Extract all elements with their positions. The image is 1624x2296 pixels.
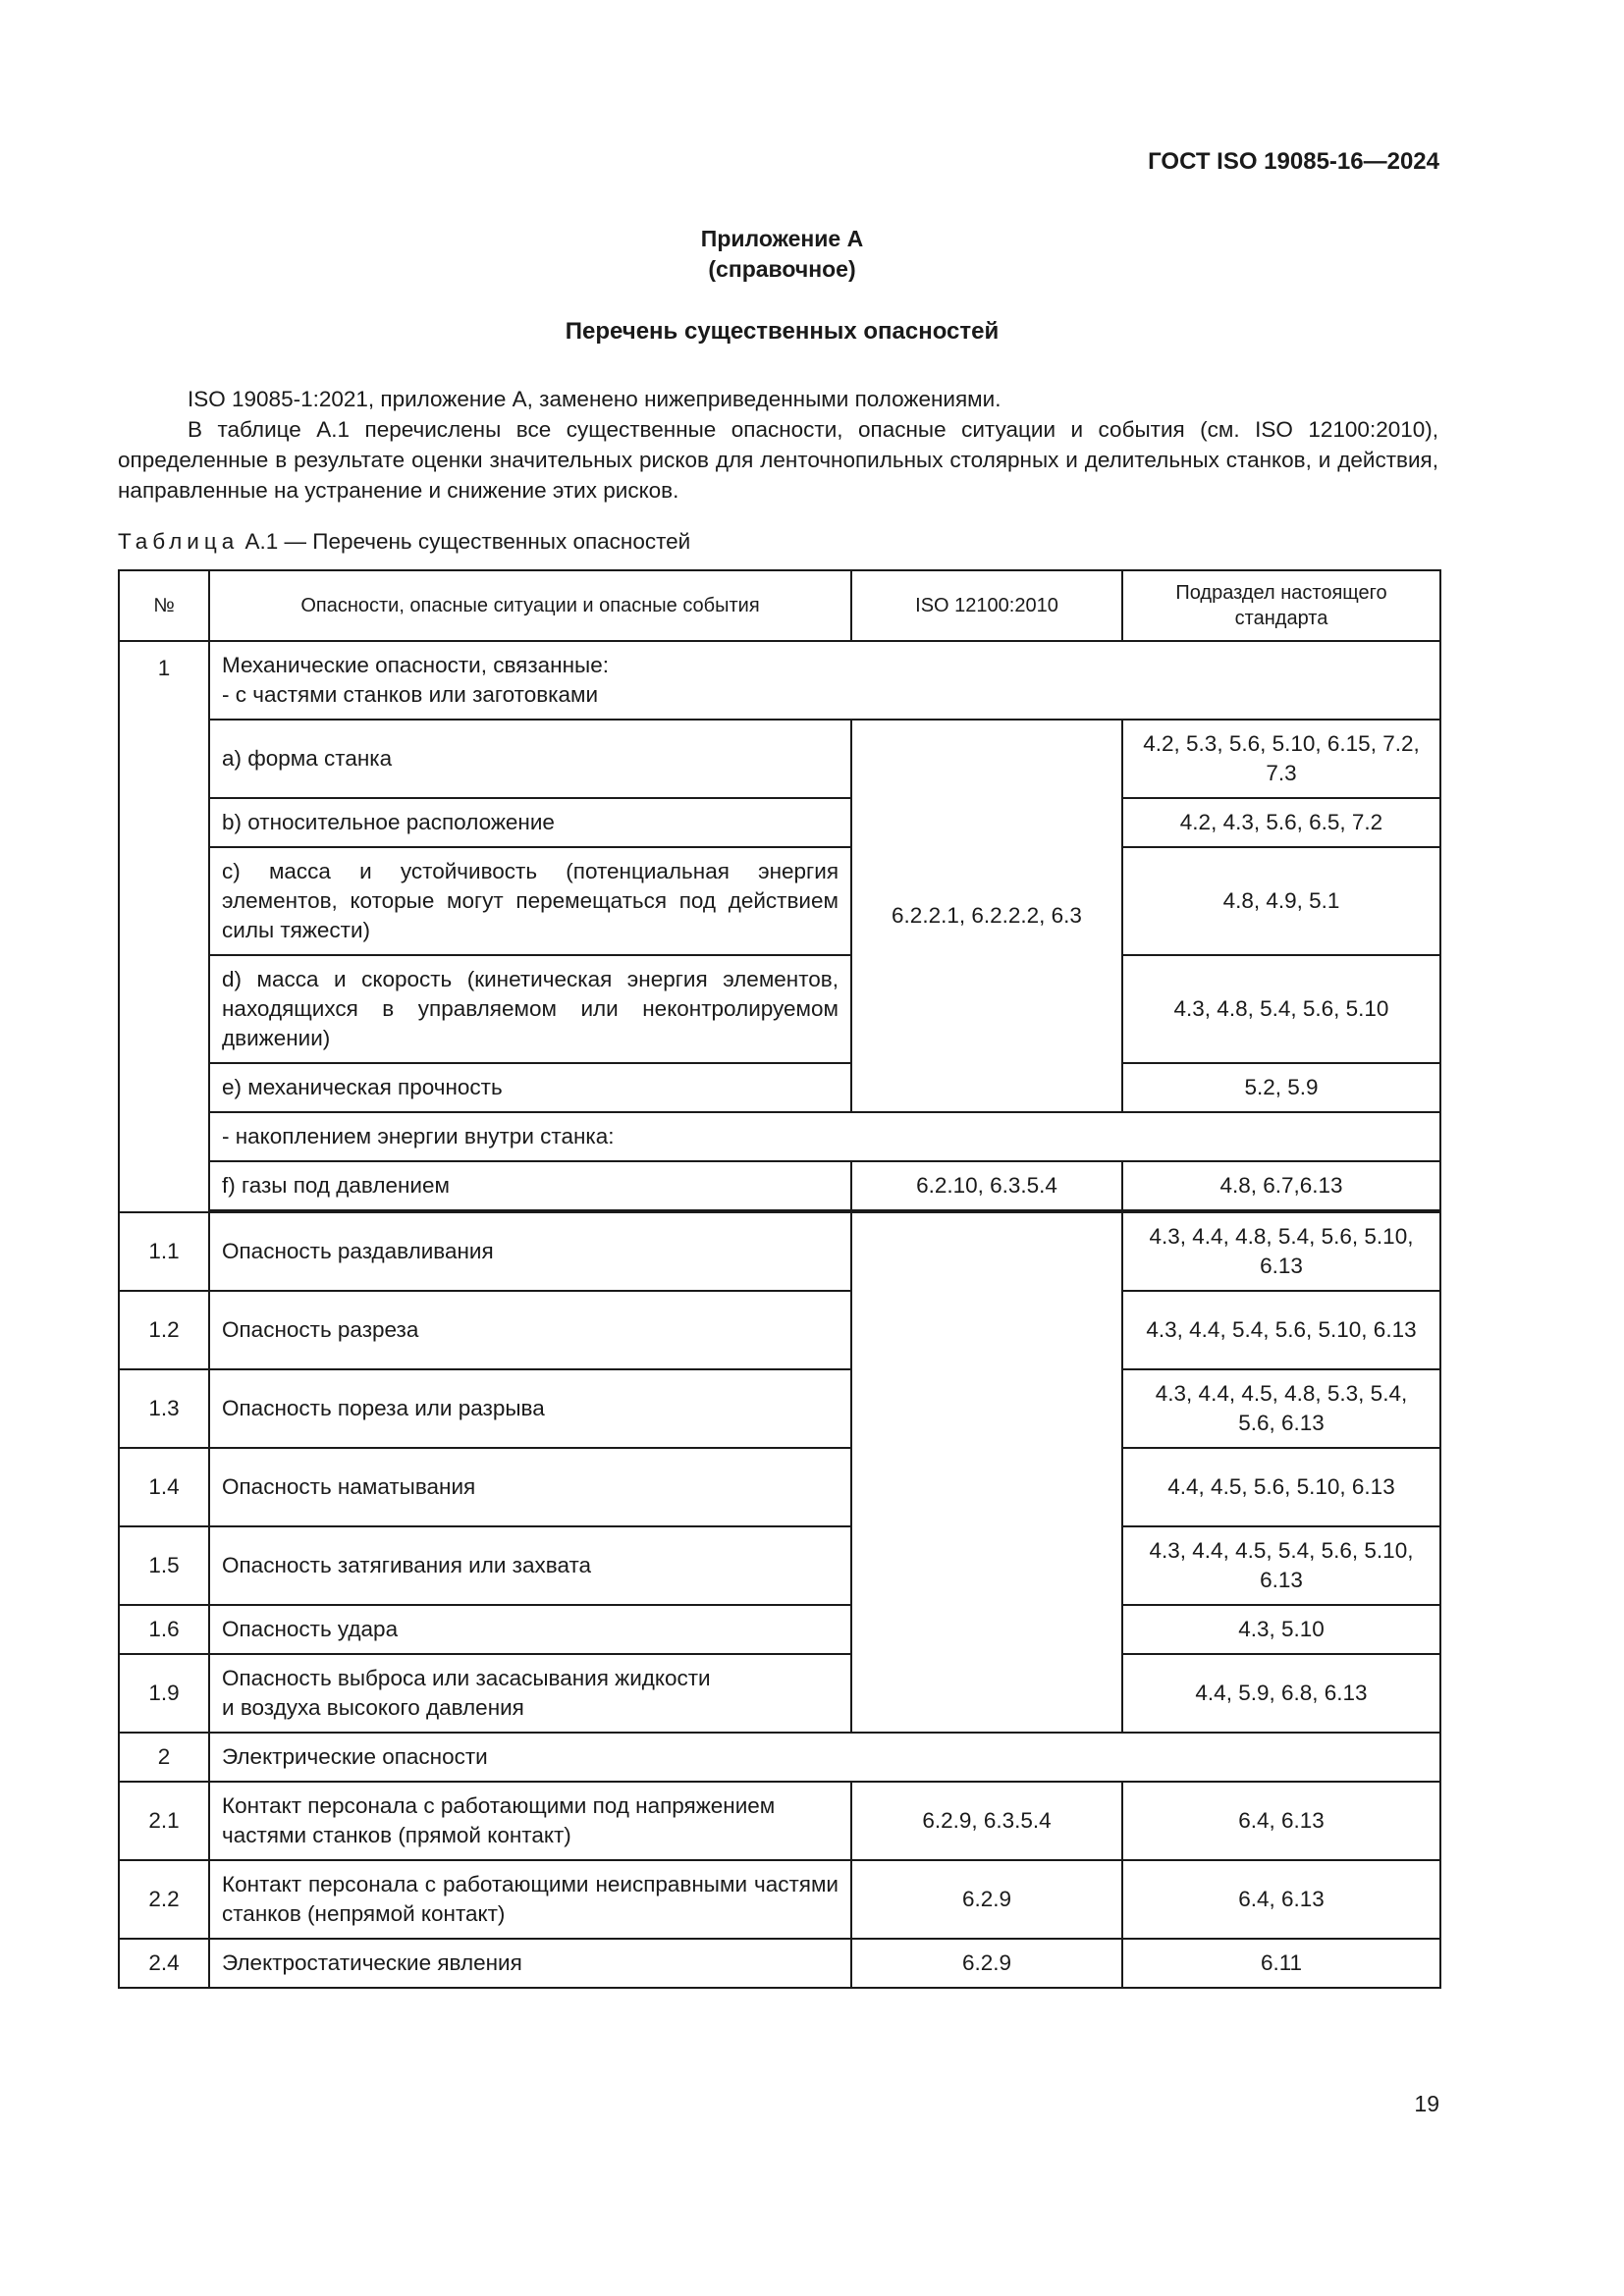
table-row <box>119 798 1440 847</box>
document-code: ГОСТ ISO 19085-16—2024 <box>1148 148 1439 175</box>
header-hazard: Опасности, опасные ситуации и опасные события <box>209 570 851 641</box>
row-number: 1.9 <box>119 1654 209 1733</box>
subclause-cell: 4.3, 5.10 <box>1122 1605 1440 1654</box>
group-title-line-2: - с частями станков или заготовками <box>222 682 599 707</box>
hazard-line-2: и воздуха высокого давления <box>222 1695 524 1720</box>
subclause-cell: 4.3, 4.4, 4.8, 5.4, 5.6, 5.10, 6.13 <box>1122 1212 1440 1291</box>
row-number: 1.3 <box>119 1369 209 1448</box>
row-number: 1.5 <box>119 1526 209 1605</box>
hazard-cell: Опасность пореза или разрыва <box>209 1369 851 1448</box>
hazard-cell: Опасность раздавливания <box>209 1212 851 1291</box>
hazard-cell: f) газы под давлением <box>209 1161 851 1210</box>
intro-text <box>118 384 1438 506</box>
row-number: 1.2 <box>119 1291 209 1369</box>
subclause-cell: 4.3, 4.4, 4.5, 4.8, 5.3, 5.4, 5.6, 6.13 <box>1122 1369 1440 1448</box>
annex-title: Приложение А <box>700 226 864 251</box>
table-row <box>119 955 1440 1063</box>
iso-cell: 6.2.9, 6.3.5.4 <box>851 1782 1122 1860</box>
section-title: Перечень существенных опасностей <box>565 318 1000 345</box>
row-number: 2 <box>119 1733 209 1782</box>
header-iso: ISO 12100:2010 <box>851 570 1122 641</box>
subclause-cell: 6.4, 6.13 <box>1122 1860 1440 1939</box>
subclause-cell: 4.3, 4.8, 5.4, 5.6, 5.10 <box>1122 955 1440 1063</box>
hazard-cell <box>209 1654 851 1733</box>
subclause-cell: 4.8, 6.7,6.13 <box>1122 1161 1440 1210</box>
header-number: № <box>119 570 209 641</box>
table-row <box>119 1448 1440 1526</box>
subclause-cell: 5.2, 5.9 <box>1122 1063 1440 1112</box>
hazard-cell: Контакт персонала с работающими под напряжением частями станков (прямой контакт) <box>209 1782 851 1860</box>
annex-note: (справочное) <box>708 256 856 282</box>
table-caption-text: А.1 — Перечень существенных опасностей <box>244 529 691 554</box>
hazard-cell: d) масса и скорость (кинетическая энергия элементов, находящихся в управляемом или неконтролируемом движении) <box>209 955 851 1063</box>
subclause-cell: 6.4, 6.13 <box>1122 1782 1440 1860</box>
header-subclause: Подраздел настоящего стандарта <box>1122 570 1440 641</box>
hazard-cell: Опасность затягивания или захвата <box>209 1526 851 1605</box>
row-number: 1.1 <box>119 1212 209 1291</box>
hazards-table <box>118 569 1441 1989</box>
table-row <box>119 1605 1440 1654</box>
hazard-cell: Опасность наматывания <box>209 1448 851 1526</box>
subgroup-title: - накоплением энергии внутри станка: <box>209 1112 1440 1161</box>
intro-paragraph-1: ISO 19085-1:2021, приложение А, заменено нижеприведенными положениями. <box>188 387 1001 411</box>
hazard-line-1: Опасность выброса или засасывания жидкости <box>222 1666 711 1690</box>
group-title: Электрические опасности <box>209 1733 1440 1782</box>
group-title <box>209 641 1440 720</box>
row-number: 2.1 <box>119 1782 209 1860</box>
subclause-cell: 4.2, 4.3, 5.6, 6.5, 7.2 <box>1122 798 1440 847</box>
table-row <box>119 847 1440 955</box>
row-number: 1.6 <box>119 1605 209 1654</box>
table-caption <box>118 529 690 555</box>
table-row <box>119 1063 1440 1112</box>
hazard-cell: Электростатические явления <box>209 1939 851 1988</box>
hazard-cell: e) механическая прочность <box>209 1063 851 1112</box>
hazard-cell: Опасность разреза <box>209 1291 851 1369</box>
table-row <box>119 1526 1440 1605</box>
table-row <box>119 1112 1440 1161</box>
group-title-line-1: Механические опасности, связанные: <box>222 653 609 677</box>
table-row <box>119 1291 1440 1369</box>
table-row <box>119 1161 1440 1210</box>
subclause-cell: 4.3, 4.4, 5.4, 5.6, 5.10, 6.13 <box>1122 1291 1440 1369</box>
row-number: 2.4 <box>119 1939 209 1988</box>
page-number: 19 <box>1414 2091 1439 2116</box>
hazard-cell: b) относительное расположение <box>209 798 851 847</box>
table-caption-prefix: Таблица <box>118 529 240 554</box>
iso-cell: 6.2.2.1, 6.2.2.2, 6.3 <box>851 720 1122 1112</box>
row-number: 2.2 <box>119 1860 209 1939</box>
subclause-cell: 6.11 <box>1122 1939 1440 1988</box>
subclause-cell: 4.4, 5.9, 6.8, 6.13 <box>1122 1654 1440 1733</box>
annex-heading <box>0 224 1564 285</box>
table-row <box>119 641 1440 720</box>
hazard-cell: Контакт персонала с работающими неисправными частями станков (непрямой контакт) <box>209 1860 851 1939</box>
table-row <box>119 1939 1440 1988</box>
row-number: 1.4 <box>119 1448 209 1526</box>
hazard-cell: a) форма станка <box>209 720 851 798</box>
table-row <box>119 1733 1440 1782</box>
table-header-row <box>119 570 1440 641</box>
table-row <box>119 1369 1440 1448</box>
subclause-cell: 4.8, 4.9, 5.1 <box>1122 847 1440 955</box>
table-row <box>119 1860 1440 1939</box>
table-row <box>119 1782 1440 1860</box>
subclause-cell: 4.3, 4.4, 4.5, 5.4, 5.6, 5.10, 6.13 <box>1122 1526 1440 1605</box>
table-row <box>119 1212 1440 1291</box>
hazard-cell: c) масса и устойчивость (потенциальная энергия элементов, которые могут перемещаться под действием силы тяжести) <box>209 847 851 955</box>
iso-cell: 6.2.9 <box>851 1939 1122 1988</box>
row-number: 1 <box>119 641 209 1212</box>
table-row <box>119 1654 1440 1733</box>
subclause-cell: 4.4, 4.5, 5.6, 5.10, 6.13 <box>1122 1448 1440 1526</box>
iso-cell: 6.2.10, 6.3.5.4 <box>851 1161 1122 1210</box>
iso-cell: 6.2.9 <box>851 1860 1122 1939</box>
table-row <box>119 720 1440 798</box>
hazard-cell: Опасность удара <box>209 1605 851 1654</box>
intro-paragraph-2: В таблице А.1 перечислены все существенные опасности, опасные ситуации и события (см. ISO 12100:2010), определенные в результате оценки значительных рисков для ленточнопильных столярных и делительных станков, и действия, направленные на устранение и снижение этих рисков. <box>118 417 1438 503</box>
subclause-cell: 4.2, 5.3, 5.6, 5.10, 6.15, 7.2, 7.3 <box>1122 720 1440 798</box>
iso-cell-empty <box>851 1212 1122 1733</box>
